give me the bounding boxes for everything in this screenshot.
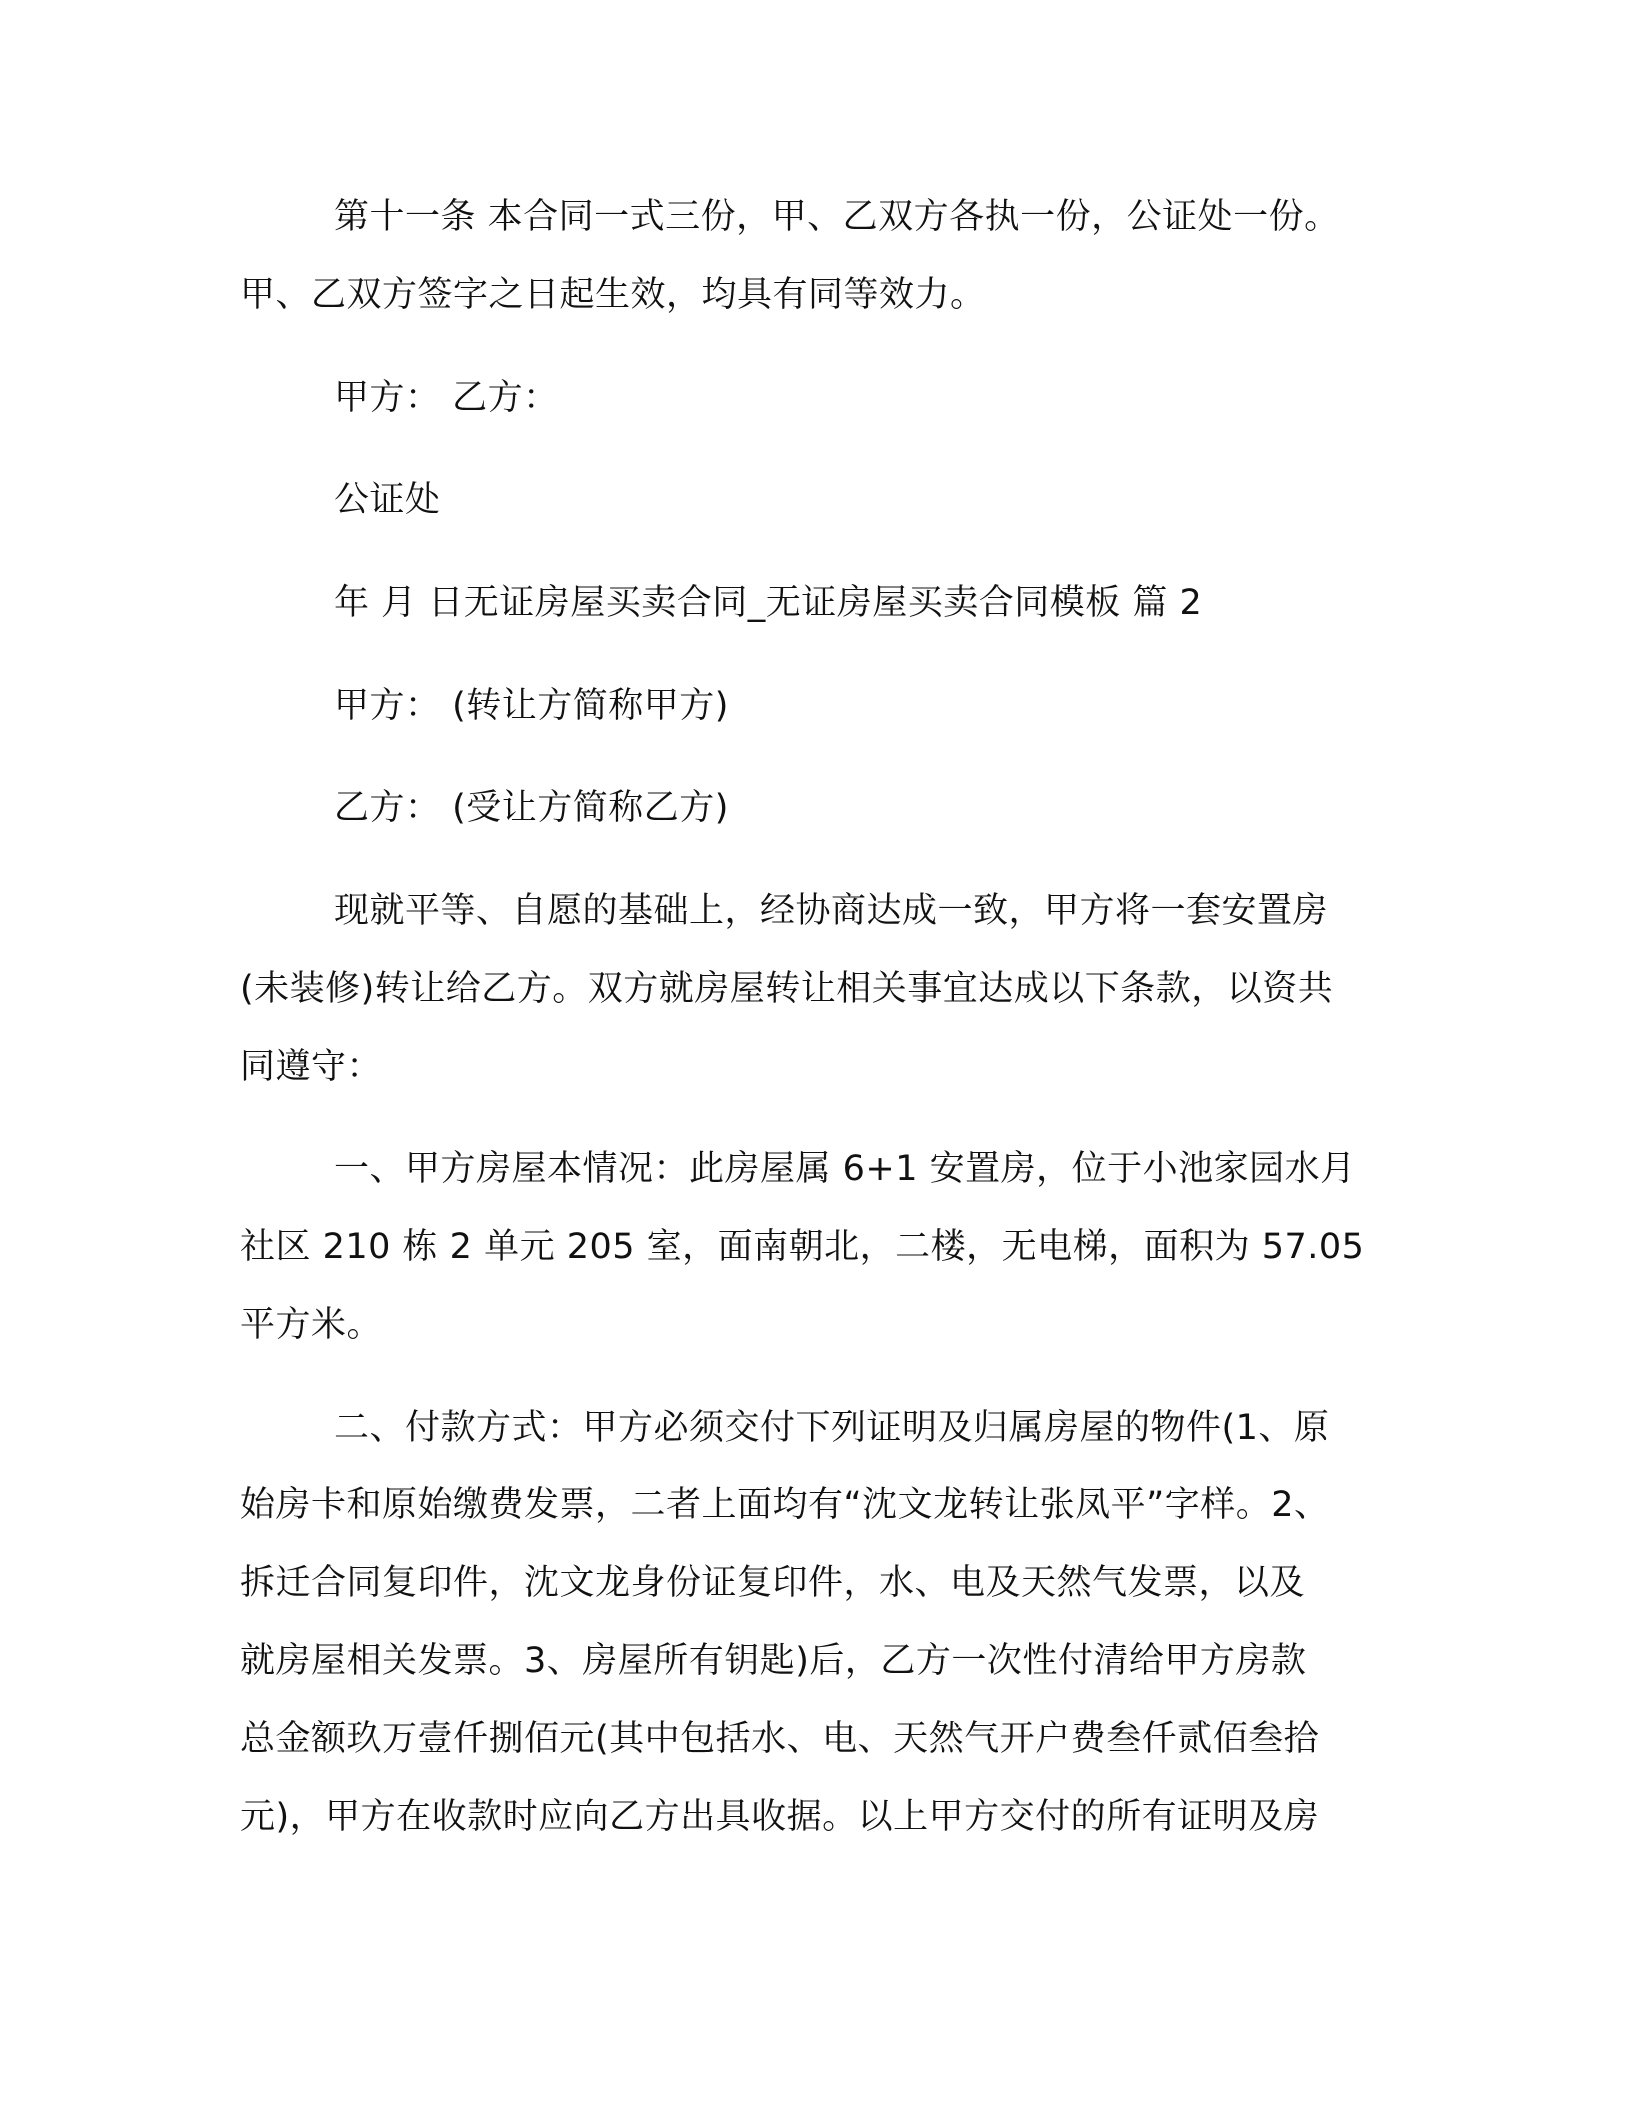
party-a-line: 甲方： (转让方简称甲方)	[334, 686, 729, 726]
signature-line: 甲方： 乙方：	[334, 378, 559, 418]
paragraph-line: 二、付款方式：甲方必须交付下列证明及归属房屋的物件(1、原	[334, 1408, 1330, 1448]
paragraph-line: 拆迁合同复印件，沈文龙身份证复印件，水、电及天然气发票，以及	[240, 1563, 1306, 1603]
paragraph-line: 平方米。	[240, 1305, 383, 1345]
paragraph-line: 就房屋相关发票。3、房屋所有钥匙)后，乙方一次性付清给甲方房款	[240, 1641, 1307, 1681]
paragraph-line: 始房卡和原始缴费发票，二者上面均有“沈文龙转让张凤平”字样。2、	[240, 1485, 1330, 1525]
paragraph-line: 甲、乙双方签字之日起生效，均具有同等效力。	[240, 275, 986, 315]
paragraph-line: 现就平等、自愿的基础上，经协商达成一致，甲方将一套安置房	[334, 891, 1329, 931]
paragraph-line: 社区 210 栋 2 单元 205 室，面南朝北，二楼，无电梯，面积为 57.05	[240, 1227, 1365, 1267]
paragraph-line: 第十一条 本合同一式三份，甲、乙双方各执一份，公证处一份。	[334, 197, 1340, 237]
section-heading: 年 月 日无证房屋买卖合同_无证房屋买卖合同模板 篇 2	[334, 583, 1203, 623]
notary-line: 公证处	[334, 480, 441, 520]
paragraph-line: 同遵守：	[240, 1047, 383, 1087]
paragraph-line: 总金额玖万壹仟捌佰元(其中包括水、电、天然气开户费叁仟贰佰叁拾	[240, 1719, 1320, 1759]
paragraph-line: (未装修)转让给乙方。双方就房屋转让相关事宜达成以下条款，以资共	[240, 969, 1334, 1009]
paragraph-line: 一、甲方房屋本情况：此房屋属 6+1 安置房，位于小池家园水月	[334, 1149, 1356, 1189]
paragraph-line: 元)，甲方在收款时应向乙方出具收据。以上甲方交付的所有证明及房	[240, 1797, 1320, 1837]
party-b-line: 乙方： (受让方简称乙方)	[334, 788, 729, 828]
